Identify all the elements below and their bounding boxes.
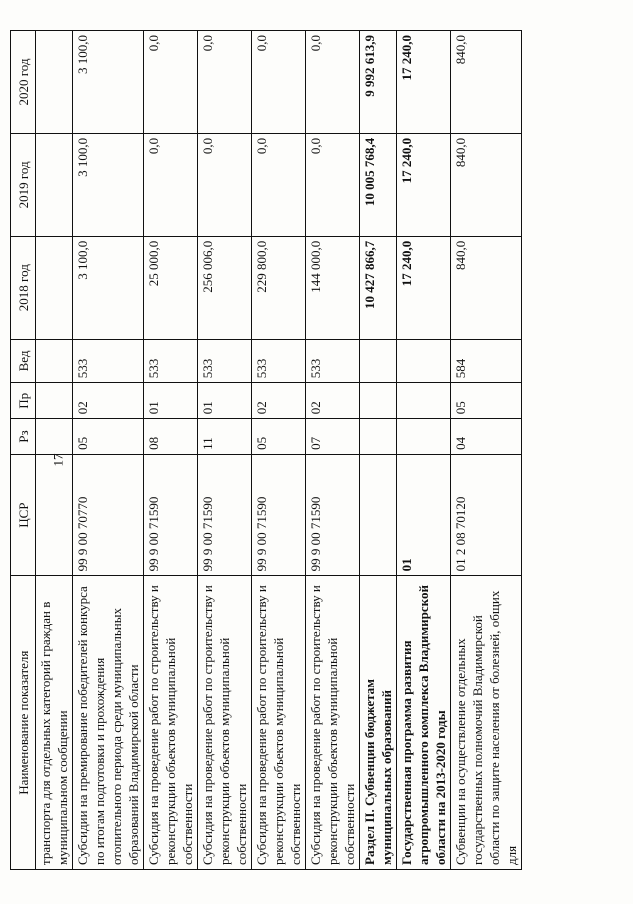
cell-rz: 04 xyxy=(451,419,522,455)
cell-name: Субсидия на проведение работ по строительству и реконструкции объектов муниципальной собственности xyxy=(306,576,360,870)
cell-csr: 99 9 00 71590 xyxy=(306,454,360,575)
table-row xyxy=(73,31,144,870)
cell-2018: 144 000,0 xyxy=(306,236,360,339)
cell-2019: 17 240,0 xyxy=(397,133,451,236)
cell-2020: 17 240,0 xyxy=(397,31,451,134)
cell-ved xyxy=(360,339,397,383)
cell-2018: 229 800,0 xyxy=(252,236,306,339)
cell-rz: 05 xyxy=(252,419,306,455)
cell-name: Субсидии на премирование победителей конкурса по итогам подготовки и прохождения отопительного периода среди муниципальных образований Владимирской области xyxy=(73,576,144,870)
cell-rz xyxy=(397,419,451,455)
cell-name: Субсидия на проведение работ по строительству и реконструкции объектов муниципальной собственности xyxy=(198,576,252,870)
table-row xyxy=(36,31,73,870)
cell-2020: 840,0 xyxy=(451,31,522,134)
cell-2020: 0,0 xyxy=(198,31,252,134)
cell-name: Раздел II. Субвенции бюджетам муниципальных образований xyxy=(360,576,397,870)
cell-pr: 02 xyxy=(73,383,144,419)
cell-name: транспорта для отдельных категорий граждан в муниципальном сообщении xyxy=(36,576,73,870)
cell-2019: 0,0 xyxy=(306,133,360,236)
cell-rz xyxy=(360,419,397,455)
cell-ved: 584 xyxy=(451,339,522,383)
cell-rz: 11 xyxy=(198,419,252,455)
cell-ved: 533 xyxy=(306,339,360,383)
cell-pr xyxy=(36,383,73,419)
cell-name: Субсидия на проведение работ по строительству и реконструкции объектов муниципальной собственности xyxy=(252,576,306,870)
table-row xyxy=(397,31,451,870)
cell-2019: 10 005 768,4 xyxy=(360,133,397,236)
cell-rz xyxy=(36,419,73,455)
cell-2019: 3 100,0 xyxy=(73,133,144,236)
table-row xyxy=(252,31,306,870)
cell-2019 xyxy=(36,133,73,236)
cell-2018: 840,0 xyxy=(451,236,522,339)
cell-rz: 08 xyxy=(144,419,198,455)
cell-2019: 840,0 xyxy=(451,133,522,236)
header-rz: Рз xyxy=(11,419,36,455)
cell-2018: 25 000,0 xyxy=(144,236,198,339)
table-header-row xyxy=(11,31,36,870)
budget-table xyxy=(10,30,522,870)
cell-pr: 01 xyxy=(198,383,252,419)
header-name: Наименование показателя xyxy=(11,576,36,870)
cell-2019: 0,0 xyxy=(144,133,198,236)
cell-pr xyxy=(397,383,451,419)
cell-name: Субвенции на осуществление отдельных государственных полномочий Владимирской области по защите населения от болезней, общих для xyxy=(451,576,522,870)
cell-pr: 02 xyxy=(306,383,360,419)
rotated-table-wrapper xyxy=(10,30,570,870)
cell-ved: 533 xyxy=(252,339,306,383)
cell-csr: 01 xyxy=(397,454,451,575)
cell-csr: 99 9 00 71590 xyxy=(252,454,306,575)
cell-csr xyxy=(36,454,73,575)
cell-rz: 07 xyxy=(306,419,360,455)
cell-csr: 99 9 00 71590 xyxy=(144,454,198,575)
table-row xyxy=(144,31,198,870)
cell-ved: 533 xyxy=(73,339,144,383)
cell-2019: 0,0 xyxy=(252,133,306,236)
header-csr: ЦСР xyxy=(11,454,36,575)
cell-pr xyxy=(360,383,397,419)
cell-2018: 3 100,0 xyxy=(73,236,144,339)
header-ved: Вед xyxy=(11,339,36,383)
cell-2018: 17 240,0 xyxy=(397,236,451,339)
table-body xyxy=(36,31,522,870)
cell-2020: 0,0 xyxy=(252,31,306,134)
cell-2020: 9 992 613,9 xyxy=(360,31,397,134)
cell-pr: 01 xyxy=(144,383,198,419)
cell-2020: 3 100,0 xyxy=(73,31,144,134)
header-2020: 2020 год xyxy=(11,31,36,134)
cell-ved: 533 xyxy=(144,339,198,383)
cell-pr: 02 xyxy=(252,383,306,419)
table-row xyxy=(451,31,522,870)
cell-2019: 0,0 xyxy=(198,133,252,236)
cell-csr: 99 9 00 71590 xyxy=(198,454,252,575)
page-number: 17 xyxy=(50,453,66,467)
cell-2018: 256 006,0 xyxy=(198,236,252,339)
table-row xyxy=(360,31,397,870)
cell-2020: 0,0 xyxy=(306,31,360,134)
table-row xyxy=(198,31,252,870)
cell-ved: 533 xyxy=(198,339,252,383)
cell-2020 xyxy=(36,31,73,134)
cell-name: Субсидия на проведение работ по строительству и реконструкции объектов муниципальной собственности xyxy=(144,576,198,870)
header-2019: 2019 год xyxy=(11,133,36,236)
cell-csr: 99 9 00 70770 xyxy=(73,454,144,575)
cell-2018 xyxy=(36,236,73,339)
cell-2020: 0,0 xyxy=(144,31,198,134)
cell-csr: 01 2 08 70120 xyxy=(451,454,522,575)
cell-name: Государственная программа развития агропромышленного комплекса Владимирской области на 2013-2020 годы xyxy=(397,576,451,870)
table-row xyxy=(306,31,360,870)
cell-rz: 05 xyxy=(73,419,144,455)
cell-ved xyxy=(36,339,73,383)
cell-csr xyxy=(360,454,397,575)
cell-ved xyxy=(397,339,451,383)
header-2018: 2018 год xyxy=(11,236,36,339)
header-pr: Пр xyxy=(11,383,36,419)
cell-2018: 10 427 866,7 xyxy=(360,236,397,339)
cell-pr: 05 xyxy=(451,383,522,419)
